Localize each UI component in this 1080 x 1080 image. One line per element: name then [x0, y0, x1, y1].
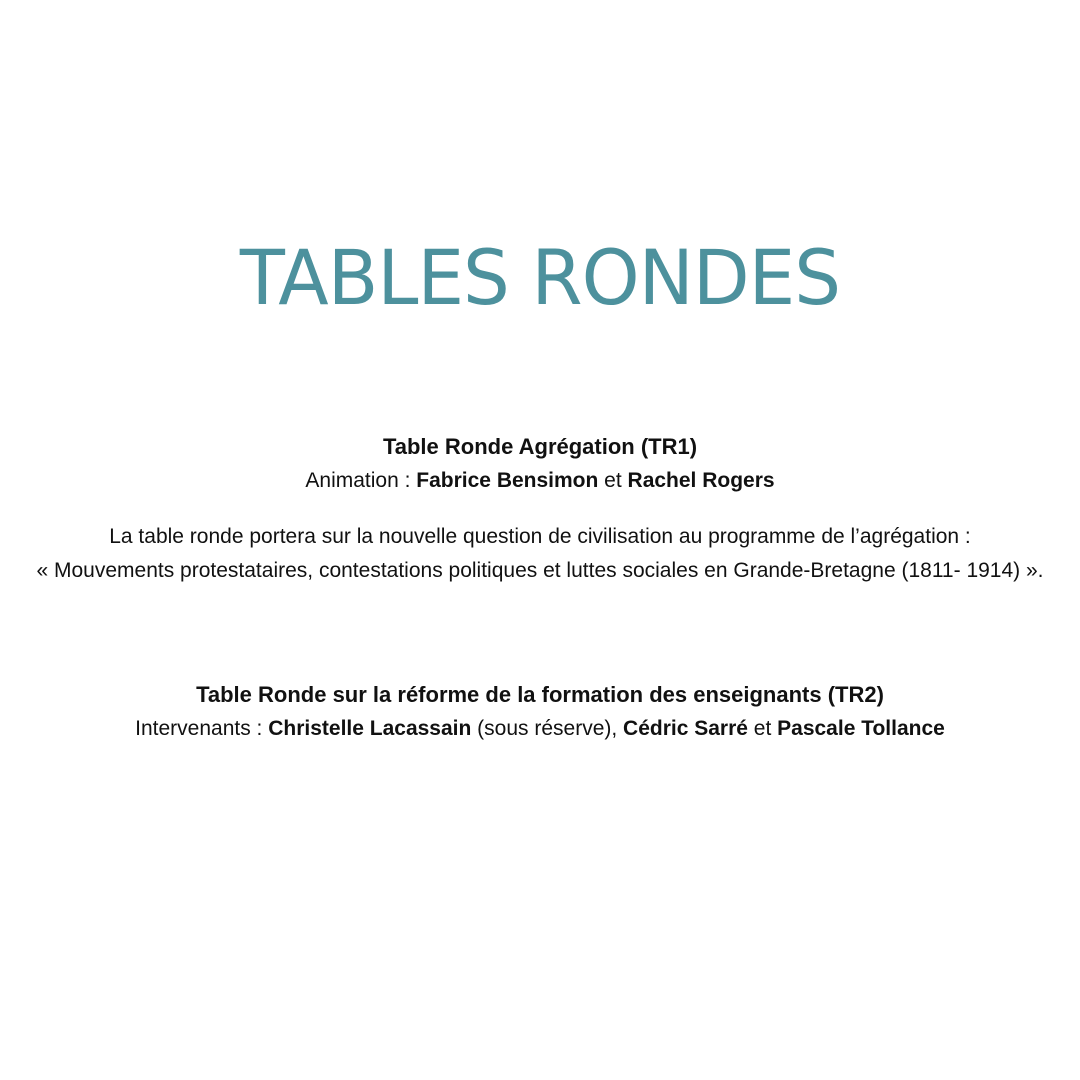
speakers-connector: et — [747, 717, 778, 740]
host-name: Rachel Rogers — [627, 469, 775, 492]
speakers-label: Intervenants : — [135, 717, 269, 740]
speaker-name: Pascale Tollance — [777, 717, 945, 740]
speaker-name: Cédric Sarré — [623, 717, 748, 740]
round-table-1-hosts — [0, 466, 1080, 496]
hosts-connector: et — [598, 469, 628, 492]
round-table-1-heading: Table Ronde Agrégation (TR1) — [382, 434, 698, 459]
speaker-note: (sous réserve), — [471, 717, 624, 740]
page-title: TABLES RONDES — [239, 233, 841, 322]
round-table-1-description-line-2: « Mouvements protestataires, contestations politiques et luttes sociales en Grande-Bretagne (1811- 1914) ». — [36, 559, 1044, 582]
round-table-2-speakers — [0, 714, 1080, 744]
round-table-2-heading: Table Ronde sur la réforme de la formation des enseignants (TR2) — [196, 682, 884, 707]
hosts-label: Animation : — [305, 469, 417, 492]
speaker-name: Christelle Lacassain — [268, 717, 472, 740]
round-table-1-description-line-1: La table ronde portera sur la nouvelle question de civilisation au programme de l’agrégation : — [109, 525, 971, 548]
host-name: Fabrice Bensimon — [416, 469, 599, 492]
